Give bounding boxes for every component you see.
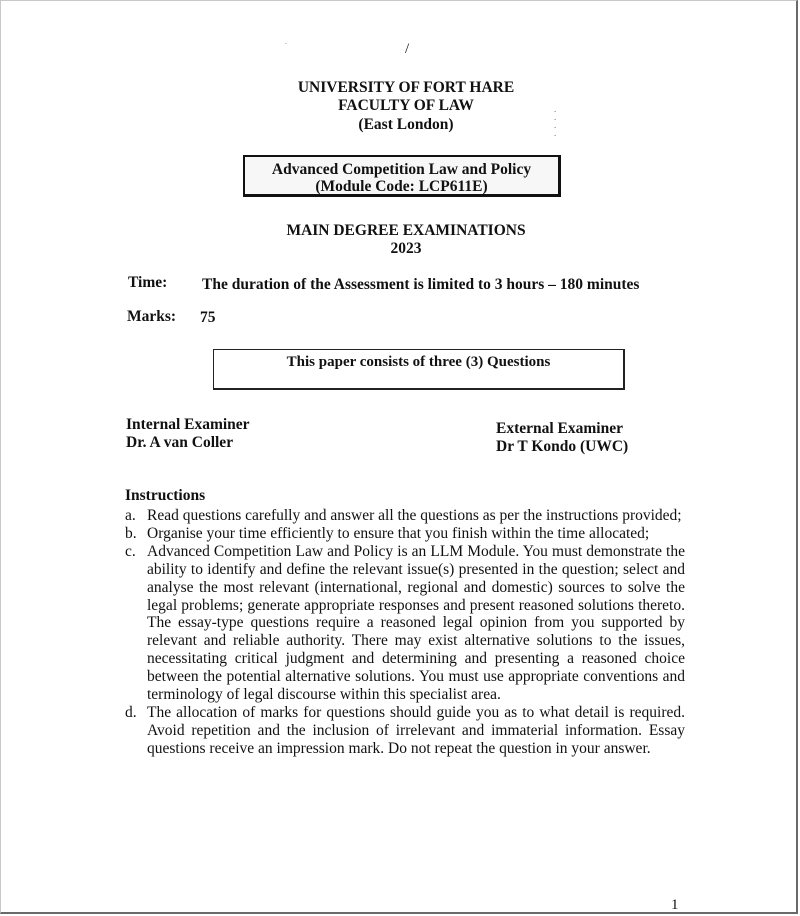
instructions-title: Instructions xyxy=(125,487,206,504)
internal-examiner-name: Dr. A van Coller xyxy=(126,434,234,451)
top-slash-mark: / xyxy=(405,41,410,57)
instruction-letter: c. xyxy=(125,542,136,560)
instruction-text: Advanced Competition Law and Policy is an LLM Module. You must demonstrate the ability to identify and define the relevant issue(s) presented in the question; select and analyse the most relevant (international, regional and domestic) sources to solve the legal problems; generate appropriate responses and present reasoned solutions thereto. The essay-type questions require a reasoned legal opinion from you supported by relevant and reliable authority. There may exist alternative solutions to the issues, necessitating critical judgment and determining and presenting a reasoned choice between the potential alternative solutions. You must use appropriate conventions and terminology of legal discourse within this specialist area. xyxy=(147,542,685,704)
exam-year: 2023 xyxy=(390,240,422,257)
instruction-item xyxy=(125,543,685,704)
instruction-letter: a. xyxy=(125,507,136,524)
module-code: (Module Code: LCP611E) xyxy=(315,178,488,195)
instruction-text: Organise your time efficiently to ensure that you finish within the time allocated; xyxy=(147,524,650,542)
instruction-item xyxy=(125,507,685,525)
external-examiner-label: External Examiner xyxy=(496,420,623,437)
exam-title: MAIN DEGREE EXAMINATIONS xyxy=(286,222,526,239)
page-number: 1 xyxy=(671,897,679,913)
external-examiner-name: Dr T Kondo (UWC) xyxy=(496,438,629,455)
marks-value: 75 xyxy=(200,309,216,326)
internal-examiner xyxy=(126,416,250,452)
scan-speck: . xyxy=(285,37,287,46)
instruction-text: The allocation of marks for questions should guide you as to what detail is required. Avoid repetition and the inclusion of irrelevant and immaterial information. Essay questions receive an impression mark. Do not repeat the question in your answer. xyxy=(147,703,685,757)
external-examiner xyxy=(496,420,628,456)
paper-note-box xyxy=(213,349,625,390)
faculty-name: FACULTY OF LAW xyxy=(338,97,474,114)
university-name: UNIVERSITY OF FORT HARE xyxy=(297,79,515,96)
internal-examiner-label: Internal Examiner xyxy=(126,416,250,433)
campus-name: (East London) xyxy=(358,116,454,133)
instruction-letter: b. xyxy=(125,524,137,542)
instruction-item xyxy=(125,704,685,758)
instruction-text: Read questions carefully and answer all the questions as per the instructions provided; xyxy=(147,507,682,524)
module-name: Advanced Competition Law and Policy xyxy=(271,161,532,178)
time-value: The duration of the Assessment is limited to 3 hours – 180 minutes xyxy=(202,276,640,293)
instructions-list xyxy=(125,507,685,758)
paper-note: This paper consists of three (3) Questions xyxy=(286,354,551,370)
marks-label: Marks: xyxy=(127,308,177,325)
instruction-item xyxy=(125,525,685,543)
time-label: Time: xyxy=(128,274,168,291)
module-box xyxy=(243,155,561,197)
scan-specks-right: . . . . xyxy=(554,104,557,138)
instruction-letter: d. xyxy=(125,703,137,721)
